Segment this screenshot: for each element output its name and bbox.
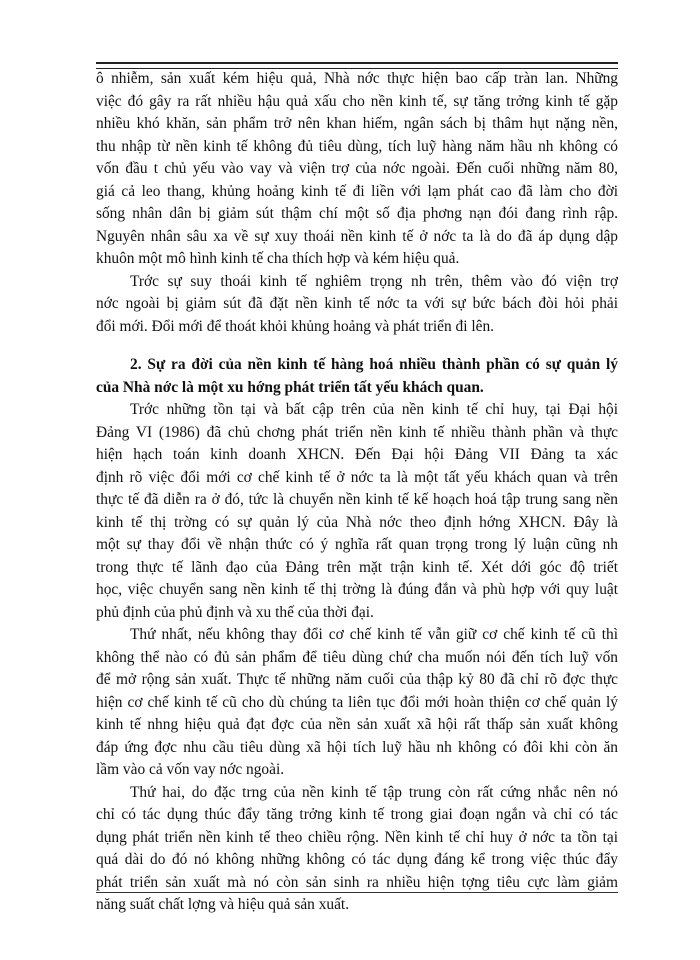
text-line: dụng phát triển nền kinh tế theo chiều rộng. Nền kinh tế chỉ huy ở nớc ta tồn tại [96,828,618,846]
section-heading [96,354,618,399]
paragraph [96,782,618,917]
paragraph [96,399,618,624]
text-line: chỉ có tác dụng thúc đẩy tăng trởng kinh tế trong giai đoạn ngắn và chỉ có tác [96,806,618,823]
footer-rule [96,892,618,893]
paragraph [96,624,618,782]
text-line: đổi mới. Đổi mới để thoát khỏi khủng hoảng và phát triển đi lên. [96,317,494,335]
text-line: thực tế đã diễn ra ở đó, tức là chuyển nền kinh tế kế hoạch hoá tập trung sang nền [96,491,618,508]
text-line: trong thực tế lãnh đạo của Đảng trên mặt trận kinh tế. Xét dới góc độ triết [96,558,618,576]
text-line: Thứ hai, do đặc trng của nền kinh tế tập trung còn rất cứng nhắc nên nó [130,783,618,801]
text-line: giá cả leo thang, khủng hoảng kinh tế đi liền với lạm phát cao đã làm cho đời [96,182,618,200]
text-line: đáp ứng đợc nhu cầu tiêu dùng xã hội tích luỹ hầu nh không có đôi khi còn ăn [96,738,618,756]
text-line: kinh tế thị trờng có sự quản lý của Nhà nớc theo định hớng XHCN. Đây là [96,513,618,531]
text-line: phủ định của phủ định và xu thế của thời đại. [96,603,374,621]
text-line: thu nhập từ nền kinh tế không đủ tiêu dùng, tích luỹ hàng năm hầu nh không có [96,137,618,155]
text-line: lầm vào cả vốn vay nớc ngoài. [96,761,285,778]
text-line: nhiều khó khăn, sản phẩm trở nên khan hiếm, ngân sách bị thâm hụt nặng nền, [96,115,618,132]
text-line: kinh tế nhng hiệu quả đạt đợc của nền sản xuất xã hội rất thấp sản xuất không [96,716,618,733]
text-line: của Nhà nớc là một xu hớng phát triển tất yếu khách quan. [96,378,484,396]
text-line: năng suất chất lợng và hiệu quả sản xuất. [96,896,350,913]
text-line: hiện cơ chế kinh tế cũ cho dù chúng ta liên tục đổi mới hoàn thiện cơ chế quản lý [96,693,618,711]
document-body [96,68,618,917]
paragraph [96,271,618,339]
text-line: ô nhiễm, sản xuất kém hiệu quả, Nhà nớc thực hiện bao cấp tràn lan. Những [96,70,618,87]
text-line: phát triển sản xuất mà nó còn sản sinh ra nhiều hiện tợng tiêu cực làm giảm [96,873,618,891]
text-line: để mở rộng sản xuất. Thực tế những năm cuối của thập kỷ 80 đã chỉ rõ đợc thực [96,671,618,688]
text-line: vốn đầu t chủ yếu vào vay và viện trợ của nớc ngoài. Đến cuối những năm 80, [96,160,618,177]
text-line: một sự thay đổi về nhận thức có ý nghĩa rất quan trọng trong lý luận cũng nh [96,536,618,553]
text-line: học, việc chuyển sang nền kinh tế thị trờng là đúng đắn và phù hợp với quy luật [96,581,618,598]
paragraph [96,68,618,271]
text-line: quá dài do đó nó không những không có tác dụng đáng kể trong việc thúc đẩy [96,851,618,868]
text-line: Trớc những tồn tại và bất cập trên của nền kinh tế chỉ huy, tại Đại hội [130,401,618,418]
text-line: Thứ nhất, nếu không thay đổi cơ chế kinh tế vẫn giữ cơ chế kinh tế cũ thì [130,626,618,643]
text-line: sống nhân dân bị giảm sút thậm chí một số địa phơng nạn đói đang rình rập. [96,205,618,222]
text-line: định rõ việc đổi mới cơ chế kinh tế ở nớc ta là một tất yếu khách quan và trên [96,468,618,486]
text-line: hiện hạch toán kinh doanh XHCN. Đến Đại hội Đảng VII Đảng ta xác [96,446,618,463]
text-line: nớc ngoài bị giảm sút đã đặt nền kinh tế nớc ta với sự bức bách đòi hỏi phải [96,295,618,312]
text-line: Nguyên nhân sâu xa về sự xuy thoái nền kinh tế ở nớc ta là do đã áp dụng dập [96,227,618,245]
text-line: khuôn một mô hình kinh tế cha thích hợp và kém hiệu quả. [96,250,460,267]
text-line: Đảng VI (1986) đã chủ chơng phát triển nền kinh tế nhiều thành phần và thực [96,423,618,441]
text-line: 2. Sự ra đời của nền kinh tế hàng hoá nhiều thành phần có sự quản lý [130,356,618,373]
text-line: Trớc sự suy thoái kinh tế nghiêm trọng nh trên, thêm vào đó viện trợ [130,272,618,290]
text-line: không thể nào có đủ sản phẩm để tiêu dùng chứ cha muốn nói đến tích luỹ vốn [96,648,618,666]
text-line: việc đó gây ra rất nhiều hậu quả xấu cho nền kinh tế, sự tăng trởng kinh tế gặp [96,92,618,110]
